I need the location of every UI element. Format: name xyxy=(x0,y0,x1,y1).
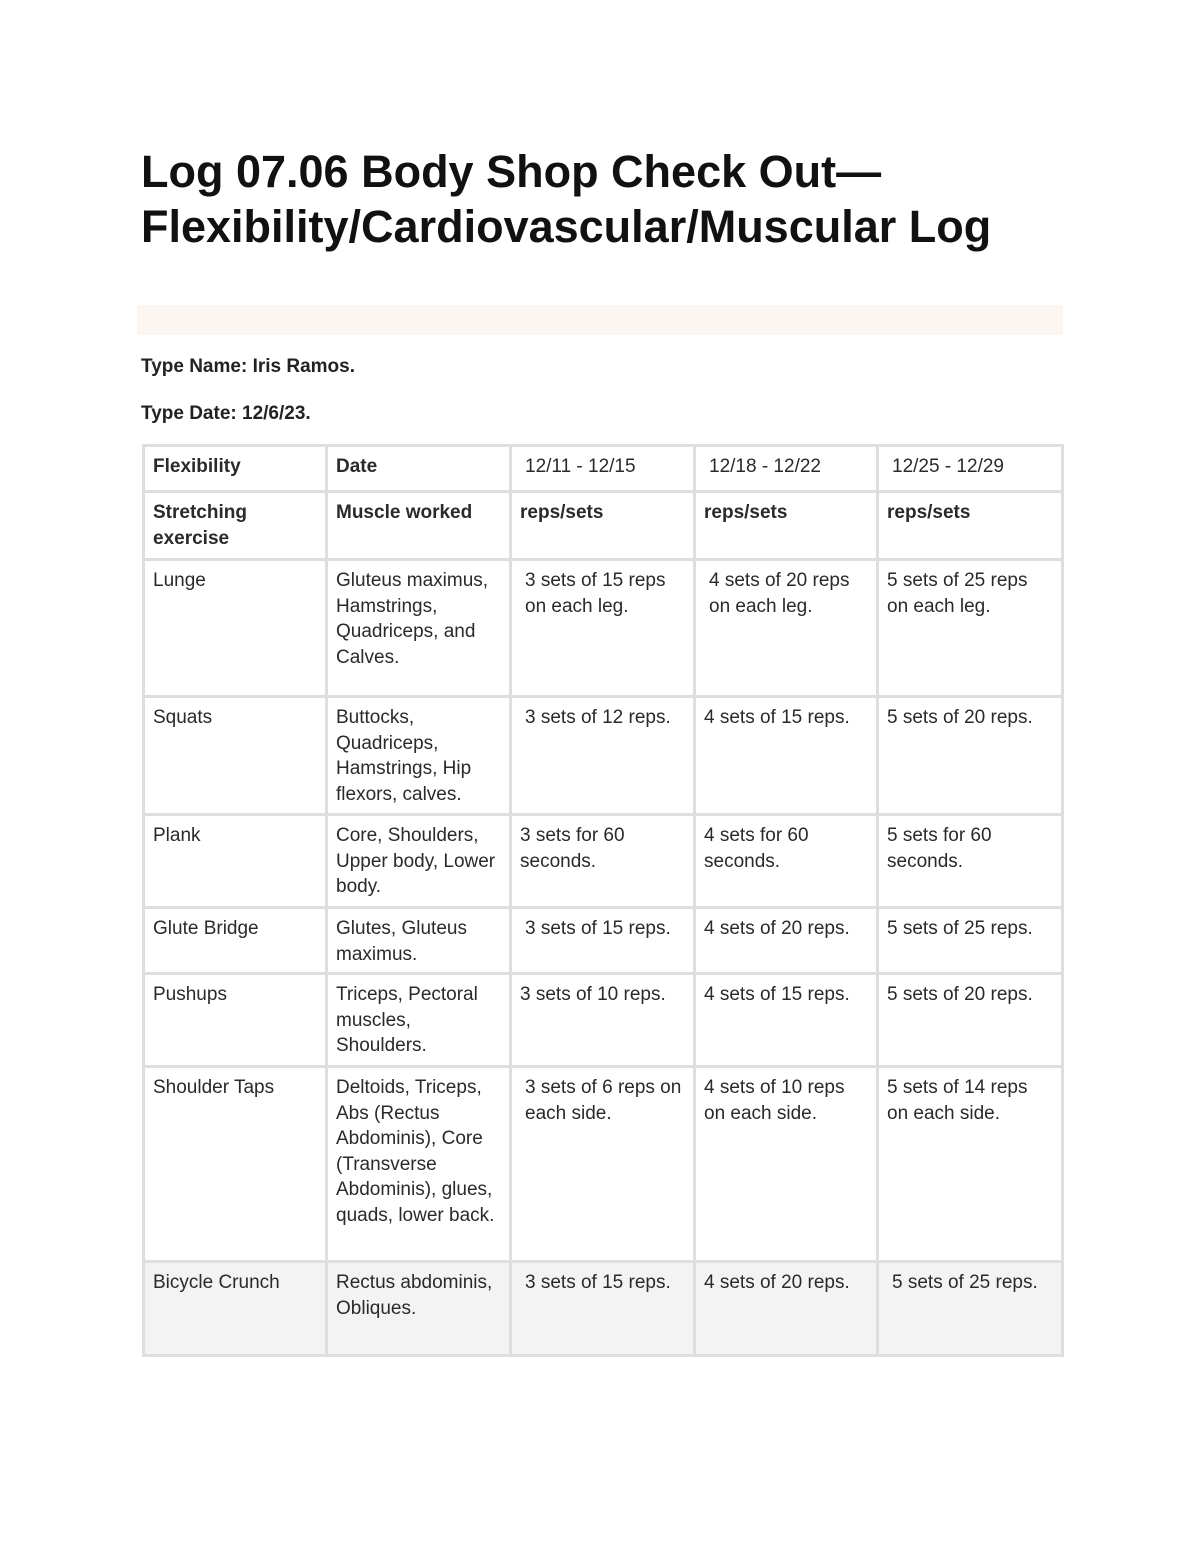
exercise-log-table xyxy=(142,444,1064,1357)
week-range-cell: 12/18 - 12/22 xyxy=(695,446,878,492)
table-header-cell: Date xyxy=(327,446,511,492)
table-header-row xyxy=(144,446,1063,492)
exercise-cell: Bicycle Crunch xyxy=(144,1262,327,1356)
muscle-cell: Triceps, Pectoral muscles, Shoulders. xyxy=(327,974,511,1067)
reps-cell: 3 sets of 15 reps on each leg. xyxy=(511,560,695,697)
page-title xyxy=(141,144,1081,254)
reps-cell: 3 sets of 12 reps. xyxy=(511,697,695,815)
muscle-cell: Glutes, Gluteus maximus. xyxy=(327,908,511,974)
table-row xyxy=(144,908,1063,974)
reps-cell: 5 sets of 20 reps. xyxy=(878,974,1063,1067)
table-row xyxy=(144,815,1063,908)
page-title-line-1: Log 07.06 Body Shop Check Out— xyxy=(141,146,882,197)
reps-cell: 4 sets of 20 reps. xyxy=(695,908,878,974)
reps-cell: 5 sets of 20 reps. xyxy=(878,697,1063,815)
reps-cell: 3 sets for 60 seconds. xyxy=(511,815,695,908)
exercise-cell: Plank xyxy=(144,815,327,908)
table-row xyxy=(144,1262,1063,1356)
reps-cell: 4 sets of 10 reps on each side. xyxy=(695,1067,878,1262)
reps-cell: 4 sets for 60 seconds. xyxy=(695,815,878,908)
reps-cell: 3 sets of 10 reps. xyxy=(511,974,695,1067)
page-title-line-2: Flexibility/Cardiovascular/Muscular Log xyxy=(141,201,992,252)
table-row xyxy=(144,1067,1063,1262)
reps-cell: 5 sets of 25 reps on each leg. xyxy=(878,560,1063,697)
reps-cell: 3 sets of 15 reps. xyxy=(511,1262,695,1356)
exercise-cell: Squats xyxy=(144,697,327,815)
week-range-cell: 12/25 - 12/29 xyxy=(878,446,1063,492)
reps-cell: 5 sets of 25 reps. xyxy=(878,908,1063,974)
reps-cell: 4 sets of 15 reps. xyxy=(695,974,878,1067)
banner-strip xyxy=(137,305,1063,335)
exercise-cell: Lunge xyxy=(144,560,327,697)
table-header-cell: Stretching exercise xyxy=(144,492,327,560)
exercise-cell: Pushups xyxy=(144,974,327,1067)
table-header-cell: reps/sets xyxy=(695,492,878,560)
reps-cell: 4 sets of 20 reps. xyxy=(695,1262,878,1356)
muscle-cell: Core, Shoulders, Upper body, Lower body. xyxy=(327,815,511,908)
table-row xyxy=(144,697,1063,815)
reps-cell: 5 sets of 25 reps. xyxy=(878,1262,1063,1356)
table-row xyxy=(144,974,1063,1067)
reps-cell: 5 sets of 14 reps on each side. xyxy=(878,1067,1063,1262)
exercise-cell: Glute Bridge xyxy=(144,908,327,974)
muscle-cell: Buttocks, Quadriceps, Hamstrings, Hip flexors, calves. xyxy=(327,697,511,815)
reps-cell: 5 sets for 60 seconds. xyxy=(878,815,1063,908)
reps-cell: 4 sets of 15 reps. xyxy=(695,697,878,815)
reps-cell: 3 sets of 6 reps on each side. xyxy=(511,1067,695,1262)
exercise-cell: Shoulder Taps xyxy=(144,1067,327,1262)
table-header-cell: Muscle worked xyxy=(327,492,511,560)
reps-cell: 3 sets of 15 reps. xyxy=(511,908,695,974)
reps-cell: 4 sets of 20 reps on each leg. xyxy=(695,560,878,697)
table-header-cell: Flexibility xyxy=(144,446,327,492)
student-name-line: Type Name: Iris Ramos. xyxy=(141,356,356,377)
log-date-line: Type Date: 12/6/23. xyxy=(141,403,311,424)
week-range-cell: 12/11 - 12/15 xyxy=(511,446,695,492)
table-header-cell: reps/sets xyxy=(878,492,1063,560)
muscle-cell: Rectus abdominis, Obliques. xyxy=(327,1262,511,1356)
muscle-cell: Deltoids, Triceps, Abs (Rectus Abdominis), Core (Transverse Abdominis), glues, quads, lower back. xyxy=(327,1067,511,1262)
muscle-cell: Gluteus maximus, Hamstrings, Quadriceps, and Calves. xyxy=(327,560,511,697)
table-row xyxy=(144,560,1063,697)
table-subheader-row xyxy=(144,492,1063,560)
table-header-cell: reps/sets xyxy=(511,492,695,560)
